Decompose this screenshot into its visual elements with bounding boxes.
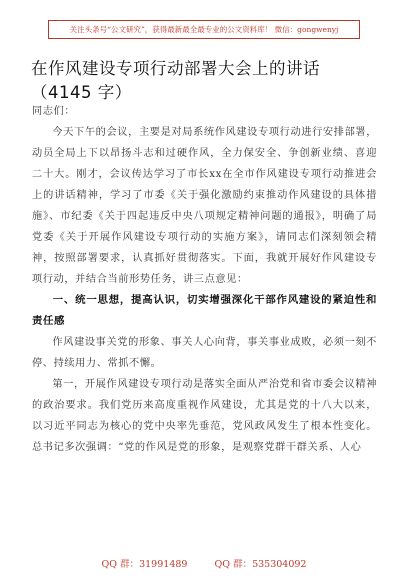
paragraph-2: 作风建设事关党的形象、事关人心向背，事关事业成败，必须一刻不停、持续用力、常抓不懈。 bbox=[32, 337, 377, 369]
footer-qq-2: QQ 群：535304092 bbox=[214, 559, 307, 570]
paragraph-3: 第一，开展作风建设专项行动是落实全面从严治党和省市委会议精神的政治要求。我们党历来高度重视作风建设，尤其是党的十八大以来，以习近平同志为核心的党中央率先垂范，党风政风发生了根本性变化。总书记多次强调：“党的作风是党的形象，是观察党群干群关系、人心 bbox=[32, 379, 377, 453]
footer-contact bbox=[0, 556, 408, 570]
document-body bbox=[32, 101, 377, 458]
paragraph-intro: 今天下午的会议，主要是对局系统作风建设专项行动进行安排部署，动员全局上下以昂扬斗志和过硬作风，全力保安全、争创新业绩、喜迎二十大。刚才，会议传达学习了市长xx在全市作风建设专项行动推进会上的讲话精神，学习了市委《关于强化激励约束推动作风建设的具体措施》、市纪委《关于四起违反中央八项规定精神问题的通报》，明确了局党委《关于开展作风建设专项行动的实施方案》，请同志们深刻领会精神，按照部署要求，认真抓好贯彻落实。下面，我就开展好作风建设专项行动，并结合当前形势任务，讲三点意见： bbox=[32, 127, 377, 285]
promo-banner: 关注头条号“公文研究”，获得最新最全最专业的公文资料库！ 微信：gongwenyj bbox=[48, 20, 360, 39]
title-line-2: （4145 字） bbox=[31, 83, 132, 102]
footer-qq-1: QQ 群：31991489 bbox=[101, 559, 188, 570]
document-title bbox=[31, 57, 381, 105]
salutation: 同志们： bbox=[32, 106, 76, 117]
section-heading-1: 一、统一思想，提高认识，切实增强深化干部作风建设的紧迫性和责任感 bbox=[32, 294, 377, 327]
title-line-1: 在作风建设专项行动部署大会上的讲话 bbox=[31, 59, 320, 78]
